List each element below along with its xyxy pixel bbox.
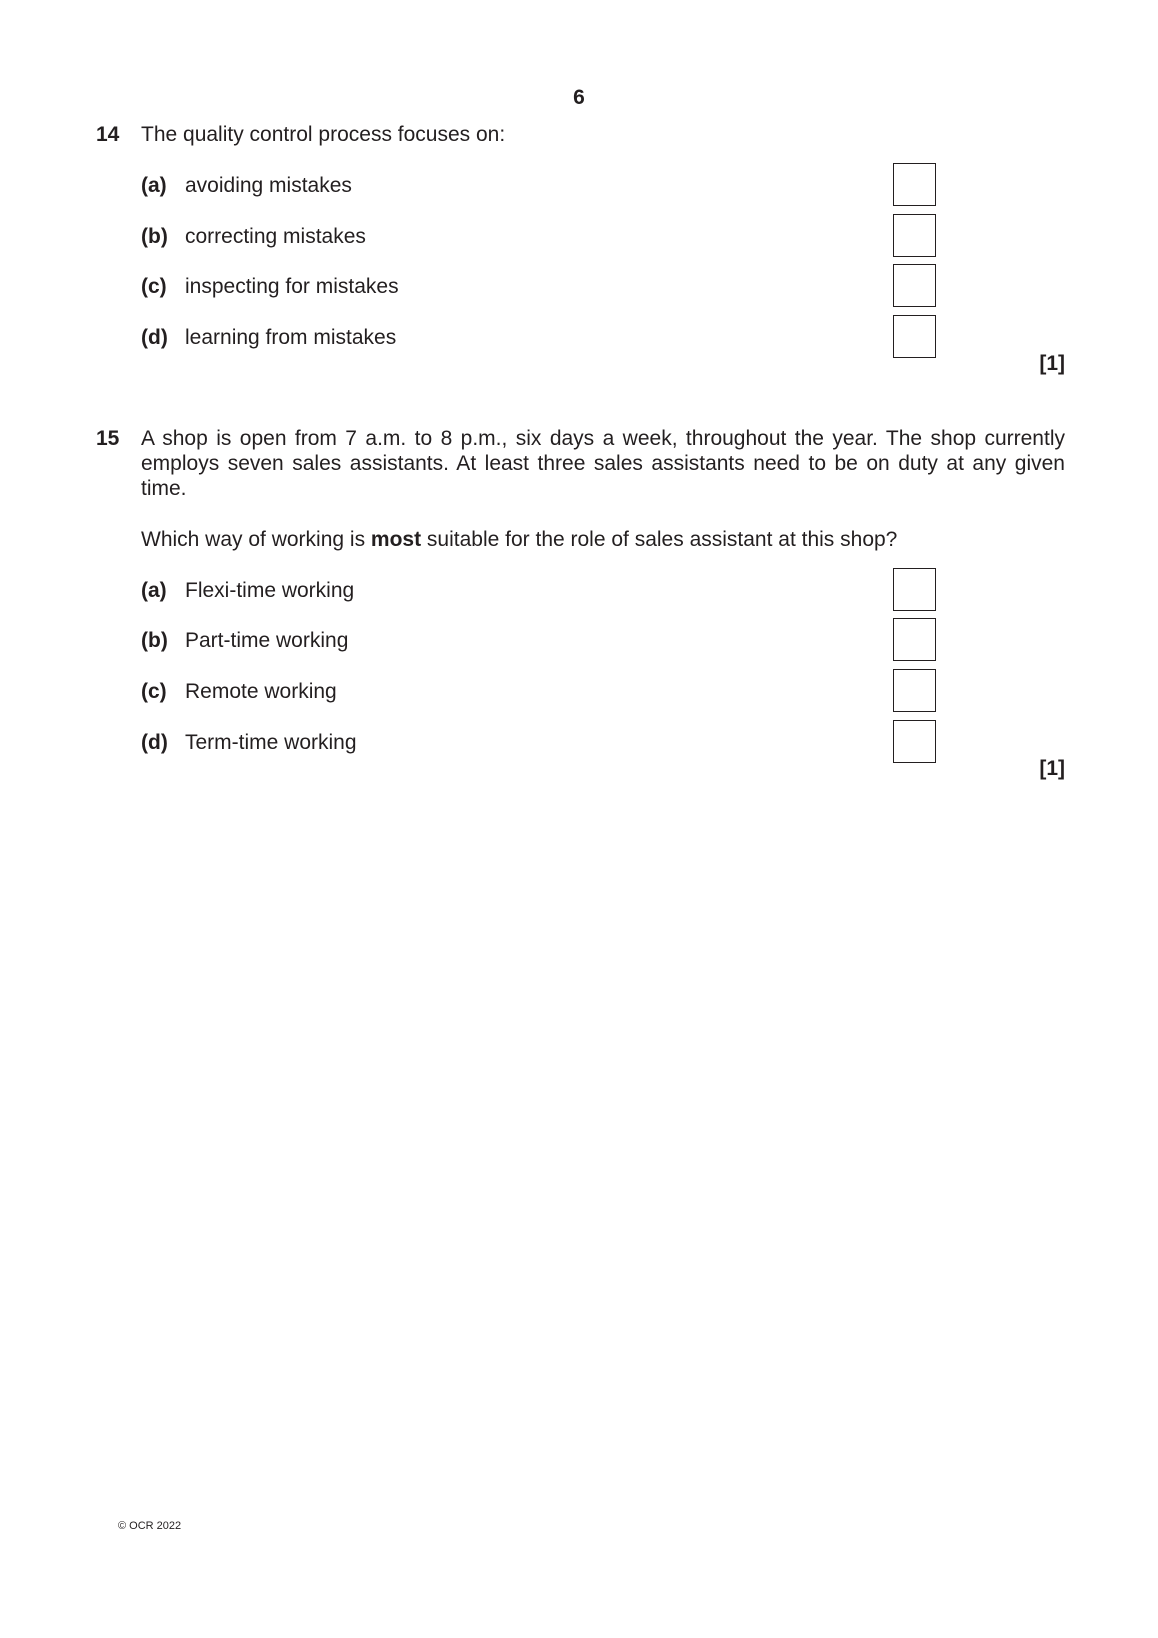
option-a xyxy=(141,163,941,209)
question-prompt xyxy=(141,527,897,552)
option-text: learning from mistakes xyxy=(185,326,397,349)
option-a xyxy=(141,568,941,614)
question-number: 15 xyxy=(96,427,120,450)
option-text: Term-time working xyxy=(185,731,357,754)
page-number: 6 xyxy=(573,86,585,109)
option-c xyxy=(141,669,941,715)
answer-tickbox[interactable] xyxy=(893,568,936,611)
option-b xyxy=(141,618,941,664)
prompt-emphasis: most xyxy=(370,528,422,551)
answer-tickbox[interactable] xyxy=(893,214,936,257)
copyright-footer: © OCR 2022 xyxy=(118,1520,182,1532)
prompt-text: suitable for the role of sales assistant at this shop? xyxy=(421,528,898,551)
question-stem: A shop is open from 7 a.m. to 8 p.m., six days a week, throughout the year. The shop currently employs seven sales assistants. At least three sales assistants need to be on duty at any given time. xyxy=(141,427,1065,500)
option-d xyxy=(141,720,941,766)
option-letter: (d) xyxy=(141,326,168,349)
option-letter: (b) xyxy=(141,629,168,652)
question-number: 14 xyxy=(96,123,120,146)
question-stem: The quality control process focuses on: xyxy=(141,123,506,146)
prompt-text: Which way of working is xyxy=(141,528,371,551)
option-letter: (c) xyxy=(141,275,167,298)
option-letter: (c) xyxy=(141,680,167,703)
answer-tickbox[interactable] xyxy=(893,669,936,712)
option-text: Part-time working xyxy=(185,629,349,652)
option-text: correcting mistakes xyxy=(185,225,366,248)
option-text: inspecting for mistakes xyxy=(185,275,399,298)
answer-tickbox[interactable] xyxy=(893,163,936,206)
marks-label: [1] xyxy=(1039,757,1065,780)
option-c xyxy=(141,264,941,310)
option-text: Remote working xyxy=(185,680,337,703)
option-letter: (a) xyxy=(141,579,167,602)
answer-tickbox[interactable] xyxy=(893,720,936,763)
option-d xyxy=(141,315,941,361)
option-letter: (a) xyxy=(141,174,167,197)
option-text: Flexi-time working xyxy=(185,579,355,602)
option-letter: (d) xyxy=(141,731,168,754)
answer-tickbox[interactable] xyxy=(893,618,936,661)
marks-label: [1] xyxy=(1039,352,1065,375)
option-text: avoiding mistakes xyxy=(185,174,352,197)
option-letter: (b) xyxy=(141,225,168,248)
answer-tickbox[interactable] xyxy=(893,264,936,307)
answer-tickbox[interactable] xyxy=(893,315,936,358)
option-b xyxy=(141,214,941,260)
